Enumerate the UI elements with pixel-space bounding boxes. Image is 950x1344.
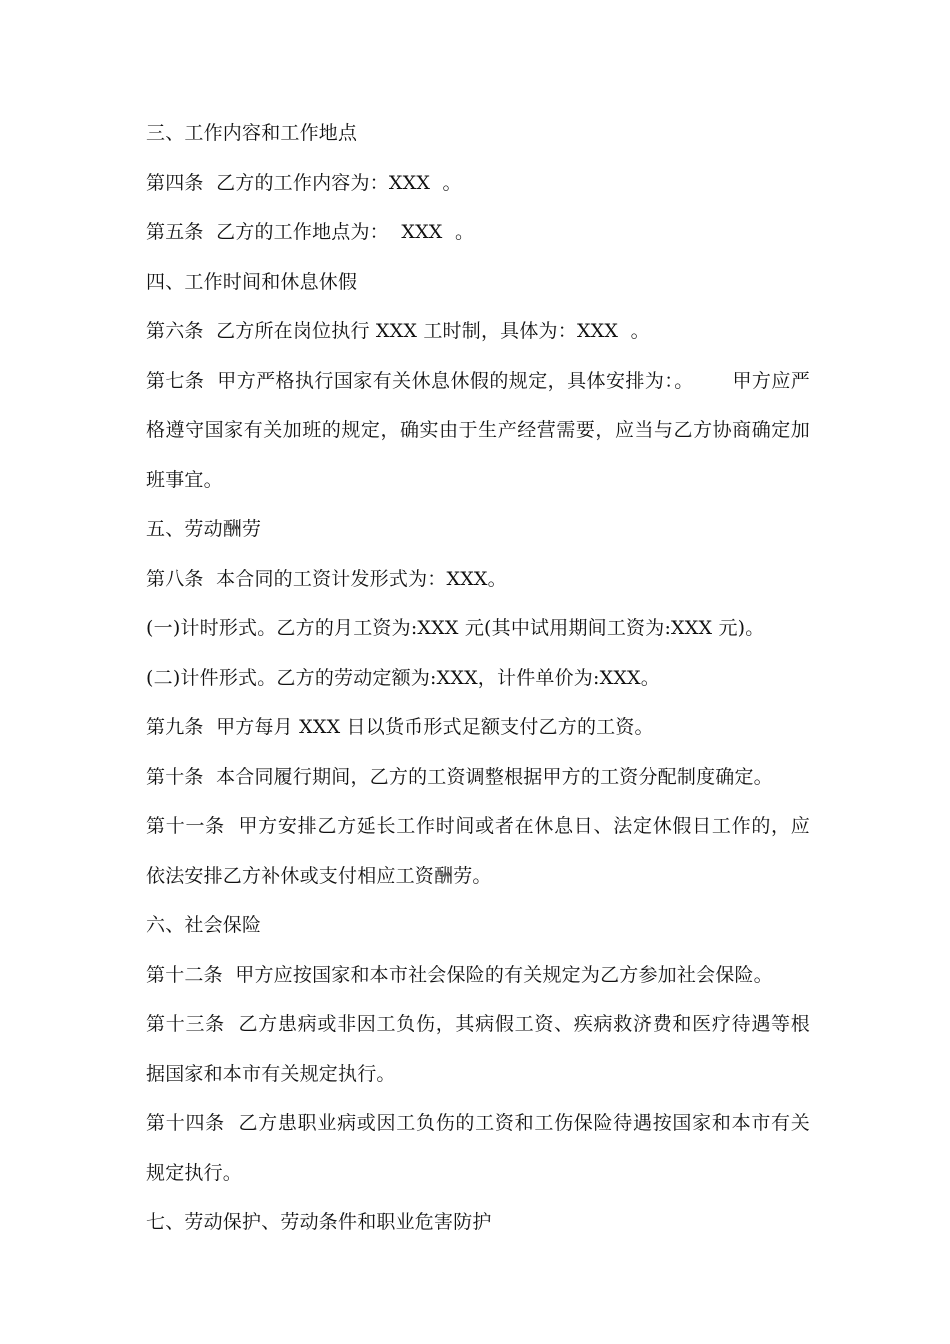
article-6: 第六条 乙方所在岗位执行 XXX 工时制，具体为：XXX 。 [146, 320, 650, 342]
article-8-item-1: (一)计时形式。乙方的月工资为:XXX 元(其中试用期间工资为:XXX 元)。 [146, 617, 765, 639]
section-heading-7: 七、劳动保护、劳动条件和职业危害防护 [146, 1211, 492, 1233]
section-heading-6: 六、社会保险 [146, 914, 262, 936]
article-7: 第七条 甲方严格执行国家有关休息休假的规定，具体安排为：。 甲方应严格遵守国家有关加班的规定，确实由于生产经营需要，应当与乙方协商确定加班事宜。 [146, 369, 810, 491]
article-11: 第十一条 甲方安排乙方延长工作时间或者在休息日、法定休假日工作的，应依法安排乙方补休或支付相应工资酬劳。 [146, 815, 810, 887]
article-9: 第九条 甲方每月 XXX 日以货币形式足额支付乙方的工资。 [146, 716, 654, 738]
article-14: 第十四条 乙方患职业病或因工负伤的工资和工伤保险待遇按国家和本市有关规定执行。 [146, 1112, 810, 1184]
section-heading-4: 四、工作时间和休息休假 [146, 270, 358, 293]
document-body [146, 109, 810, 1248]
article-12: 第十二条 甲方应按国家和本市社会保险的有关规定为乙方参加社会保险。 [146, 963, 773, 986]
section-heading-3: 三、工作内容和工作地点 [146, 122, 358, 144]
article-8: 第八条 本合同的工资计发形式为：XXX。 [146, 567, 507, 590]
article-8-item-2: (二)计件形式。乙方的劳动定额为:XXX，计件单价为:XXX。 [146, 666, 660, 689]
article-5: 第五条 乙方的工作地点为： XXX 。 [146, 221, 475, 243]
section-heading-5: 五、劳动酬劳 [146, 518, 262, 540]
article-4: 第四条 乙方的工作内容为：XXX 。 [146, 171, 462, 194]
article-13: 第十三条 乙方患病或非因工负伤，其病假工资、疾病救济费和医疗待遇等根据国家和本市有关规定执行。 [146, 1013, 810, 1085]
article-10: 第十条 本合同履行期间，乙方的工资调整根据甲方的工资分配制度确定。 [146, 765, 773, 788]
